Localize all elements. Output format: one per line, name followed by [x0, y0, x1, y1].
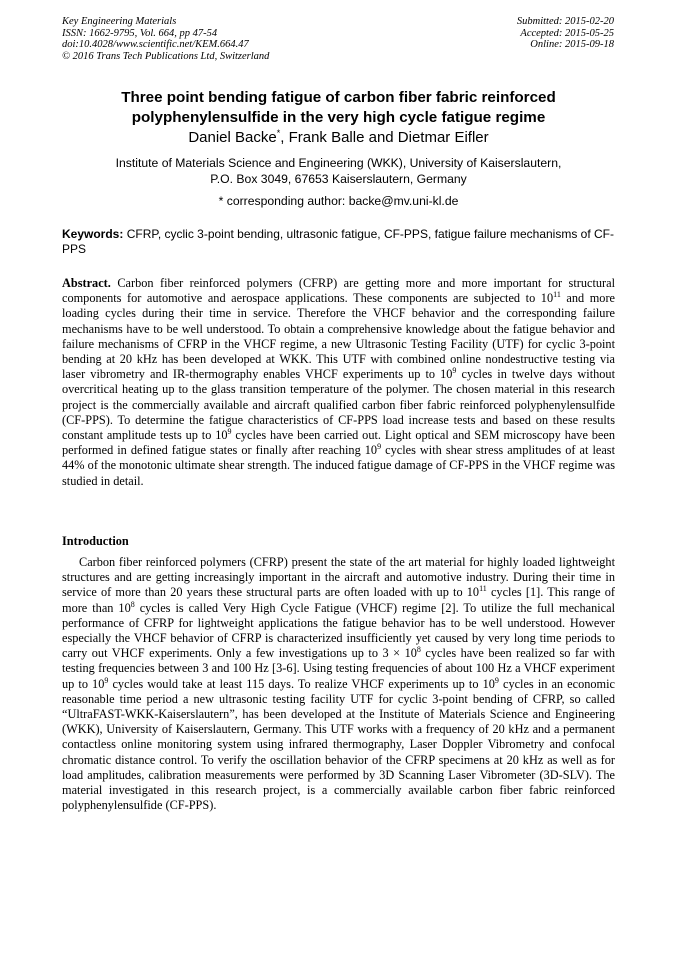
corresponding-author: * corresponding author: backe@mv.uni-kl.de [218, 194, 459, 208]
title-line-1: Three point bending fatigue of carbon fiber fabric reinforced [121, 89, 556, 106]
superscript: 9 [494, 675, 499, 685]
intro-text: cycles [1]. This range of more than 10 [62, 585, 615, 615]
copyright-line: © 2016 Trans Tech Publications Ltd, Switzerland [62, 50, 270, 62]
author-list [62, 128, 615, 148]
abstract-text: cycles have been carried out. Light optical and SEM microscopy have been performed in defined fatigue states or finally after reaching 10 [62, 428, 615, 458]
online-date: Online: 2015-09-18 [530, 39, 614, 50]
submitted-date: Submitted: 2015-02-20 [516, 16, 614, 27]
intro-text: cycles is called Very High Cycle Fatigue (VHCF) regime [2]. To utilize the full mechanical performance of CFRP for lightweight applications the fatigue behavior has to be well understood. However especially the VHCF behavior of CFRP is characterized insufficiently yet caused by very long time periods to carry out VHCF experiments. Only a few investigations up to 3 × 10 [62, 600, 615, 661]
keywords-label: Keywords: [62, 227, 124, 241]
accepted-date: Accepted: 2015-05-25 [520, 27, 614, 39]
intro-text: cycles would take at least 115 days. To realize VHCF experiments up to 10 [108, 676, 495, 691]
dates-header [517, 16, 614, 51]
superscript: 9 [452, 366, 457, 376]
abstract-text: Carbon fiber reinforced polymers (CFRP) are getting more and more important for structural components for automotive and aerospace applications. These components are subjected to 10 [62, 276, 615, 306]
other-authors: , Frank Balle and Dietmar Eifler [280, 129, 489, 146]
doi-line: doi:10.4028/www.scientific.net/KEM.664.47 [62, 39, 249, 50]
intro-text: cycles have been realized so far with testing frequencies between 3 and 100 Hz [3-6]. Using testing frequencies of about 100 Hz a VHCF experiment up to 10 [62, 646, 615, 691]
journal-name: Key Engineering Materials [62, 16, 177, 27]
superscript: 9 [104, 675, 109, 685]
first-author: Daniel Backe [188, 129, 277, 146]
journal-header [62, 16, 269, 62]
intro-text: cycles in an economic reasonable time period a new ultrasonic testing facility UTF for cyclic 3-point bending of CFRP, so called “UltraFAST-WKK-Kaiserslautern”, has been developed at the Institute of Materials Science and Engineering (WKK), University of Kaiserslautern, Germany. This UTF works with a frequency of 20 kHz and a permanent contactless online monitoring system using infrared thermography, Laser Doppler Vibrometry and confocal chromatic distance control. To verify the oscillation behavior of the CFRP specimens at 20 kHz as well as for load amplitudes, calibration measurements were performed by 3D Scanning Laser Vibrometer (3D-SLV). The material investigated in this research project, is a commercially available carbon fiber fabric reinforced polyphenylensulfide (CF-PPS). [62, 676, 615, 813]
affiliation-line-1: Institute of Materials Science and Engineering (WKK), University of Kaiserslautern, [115, 156, 562, 170]
superscript: 11 [479, 584, 487, 594]
superscript: 8 [130, 599, 135, 609]
title-line-2: polyphenylensulfide in the very high cycle fatigue regime [131, 108, 546, 126]
abstract-text: cycles with shear stress amplitudes of at least 44% of the monotonic ultimate shear strength. The induced fatigue damage of CF-PPS in the VHCF regime was studied in detail. [62, 443, 615, 488]
affiliation [62, 155, 615, 187]
superscript: 8 [416, 645, 421, 655]
issn-line: ISSN: 1662-9795, Vol. 664, pp 47-54 [62, 27, 218, 39]
introduction-heading: Introduction [62, 534, 129, 548]
superscript: 11 [553, 290, 561, 300]
abstract-text: cycles in twelve days without overcritical heating up to the glass transition temperature of the polymer. The chosen material in this research project is the commercially available and aircraft qualified carbon fiber fabric reinforced polyphenylensulfide (CF-PPS). To determine the fatigue characteristics of CF-PPS load increase tests and based on these results constant amplitude tests up to 10 [62, 367, 615, 443]
keywords [62, 227, 615, 256]
abstract [62, 276, 615, 489]
paper-title [62, 88, 615, 127]
affiliation-line-2: P.O. Box 3049, 67653 Kaiserslautern, Germany [210, 172, 467, 186]
keywords-text: CFRP, cyclic 3-point bending, ultrasonic fatigue, CF-PPS, fatigue failure mechanisms of CF-PPS [62, 227, 615, 256]
corresponding-mark: * [276, 128, 281, 138]
introduction-paragraph [62, 555, 615, 813]
abstract-text: and more loading cycles during their time in service. Therefore the VHCF behavior and the corresponding failure mechanisms have to be well understood. To obtain a comprehensive knowledge about the fatigue behavior and failure mechanisms of CFRP in the VHCF regime, a new Ultrasonic Testing Facility (UTF) for cyclic 3-point bending at 20 kHz has been developed at WKK. This UTF with combined online nondestructive testing via laser vibrometry and IR-thermography enables VHCF experiments up to 10 [62, 291, 616, 382]
intro-text: Carbon fiber reinforced polymers (CFRP) present the state of the art material for highly loaded lightweight structures and are getting increasingly important in the aircraft and automotive industry. During their time in service of more than 20 years these structural parts are often loaded with up to 10 [62, 555, 615, 600]
superscript: 9 [377, 442, 382, 452]
superscript: 9 [227, 426, 232, 436]
abstract-label: Abstract. [62, 276, 111, 290]
